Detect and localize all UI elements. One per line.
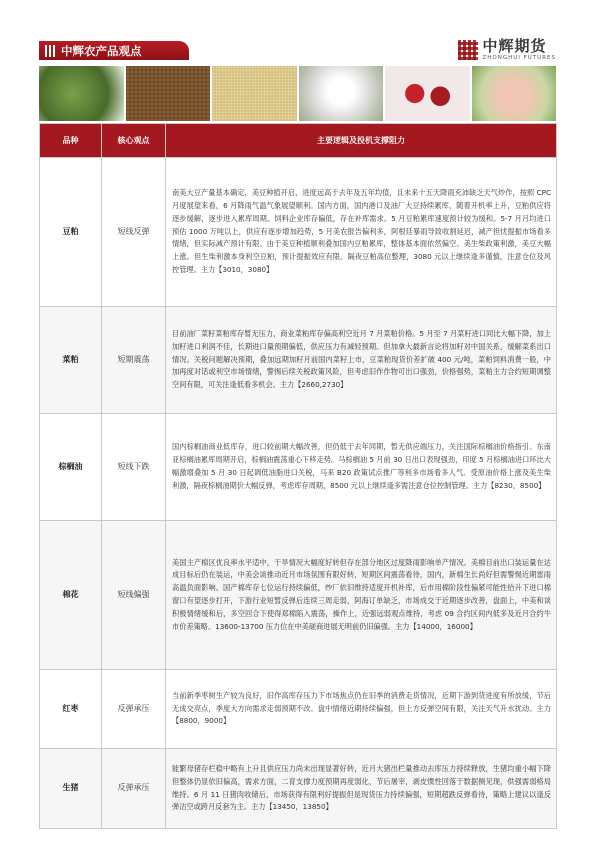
rapeseed-meal-photo [212,66,297,121]
logo-grid-icon [458,40,478,60]
variety-cell: 生猪 [40,749,102,829]
variety-cell: 红枣 [40,670,102,749]
logic-cell: 能繁母猪存栏稳中略有上升且供应压力尚未出现显著好转，近月大猪出栏量推动去库压力持续释放，生猪均重小幅下降但整体仍显依旧偏高，需求方面，二育支撑力度预期再度弱化，节后屠宰，剥皮惯性回落于数据侧见现，供强需弱格局维持。6 月 11 日猪肉收储后，市场获得有限利好提振但是现货压力持续偏强，短期超跌反弹看待，策略上建议以逢反弹沽空或跨月反套为主。主力【13450，13850】 [166,749,557,829]
header-core-view: 核心观点 [102,124,166,158]
logic-cell: 南美大豆产量基本确定，美豆种植开启，进度远高于去年及五年均值，且未来十五天降雨充沛缺乏天气炒作，按照 CPC 月度展望来看，6 月降雨气温气象展望顺利。国内方面，国内港口及油厂大豆持续累库，随着开机率上升，豆粕供应将逐步缓解，逐步进入累库周期。饲料企业库存偏低，存在补库需求。5 月豆粕累库速度预计较为缓和。5-7 月月均进口预估 1000 万吨以上，供应有逐步增加趋势，5 月美农报告偏利多，阿根廷暴雨导致收割延迟，减产担忧提振市场看多情绪，但实际减产预计有限。由于美豆种植顺利叠加国内豆粕累库，整体基本面依然偏空。美生柴政策利激，美豆大幅上涨。但生柴利激本身利空豆粕，预计提振效应有限。隔夜豆粕高位整理，3080 元以上继续逢多谨慎，注意仓位及风控管理。主力【3010，3080】 [166,158,557,307]
variety-cell: 豆粕 [40,158,102,307]
logic-cell: 目前油厂菜籽菜粕库存暂无压力，商业菜粕库存偏高利空近月 7 月菜粕价格。5 月至 7 月菜籽进口同比大幅下降，加上加籽进口利润不佳，长期进口量预期偏低，供应压力有减轻预期。但加拿大最新言论将加籽对中国关系，缓解菜系出口情况。关税问题解决预期，叠加远期加籽月前国内菜籽上市，豆菜粕现货价差扩破 400 元/吨，菜粕饲料消费一般，中加再度对话或利空市场情绪，警惕后续关税政策风险，但考虑旧作作物可出口强劲，价格强势，菜粕主力合约短期调整空间有限，可关注逢低看多机会。主力【2660,2730】 [166,307,557,414]
logic-cell: 美国主产棉区优良率水平适中，干旱情况大幅度好转但存在部分地区过度降雨影响单产情况。美棉目前出口装运量在达成目标后仍在装运，中美会谈推动近月市场氛围有限好转，短期区间震荡看待，国内，新棉生长尚好但需警惕近期雷雨高温负面影响。国产棉库存七位运行持续偏低，纱厂依旧维持适度开机补库，后市用棉阶段性偏紧可能性拾升下进口棉窗口有望逐步打开，下游行业短暂反弹后连续三周走弱，阿海订单缺乏，市场成交于近期逐步改善，盘面上，中美和谈积极情绪缓和后，多空回合下使得郑棉陷入震荡，操作上，近强远弱观点维持，考虑 09 合约区间内低多及近月合约牛市价差策略。13600-13700 压力位在中美磋商进展无明前仍旧偏强。主力【14000，16000】 [166,521,557,670]
view-cell: 反弹承压 [102,670,166,749]
view-cell: 短线偏强 [102,521,166,670]
red-dates-photo [385,66,470,121]
section-title-box [39,41,189,60]
logic-cell: 国内棕榈油商业低库存，进口较前期大幅改善，但仍低于去年同期，暂无供应端压力，关注国际棕榈油价格指引。东南亚棕榈油累库周期开启，棕榈油震荡重心下移走势。马棕榈油 5 月前 30 日出口表现强劲，印度 5 月棕榈油进口环比大幅激增叠加 5 月 30 日起调低油脂进口关税，马来 B20 政策试点推广等利多市场看多人气。受原油价格上涨及美生柴利激，隔夜棕榈油期价大幅反弹，考虑库存周期，8500 元以上继续逢多需注意仓位控制管理。主力【8230，8500】 [166,414,557,521]
view-cell: 反弹承压 [102,749,166,829]
table-row-soybean-meal [40,158,557,307]
commodity-photo-strip [39,66,556,121]
soybean-meal-photo [126,66,211,121]
table-row-palm-oil [40,414,557,521]
soybean-field-photo [39,66,124,121]
table-header-row [40,124,557,158]
brand-name: 中辉期货 [482,37,547,55]
table-row-cotton [40,521,557,670]
section-title: 中辉农产品观点 [61,43,142,58]
table-row-rapeseed-meal [40,307,557,414]
brand-logo [458,38,556,61]
barcode-icon [45,45,57,57]
brand-name-en: ZHONGHUI FUTURES [482,55,556,61]
variety-cell: 棕榈油 [40,414,102,521]
header-logic: 主要逻辑及投机支撑阻力 [166,124,557,158]
variety-cell: 菜粕 [40,307,102,414]
view-cell: 短线反弹 [102,158,166,307]
cotton-photo [299,66,384,121]
page-header [39,38,556,64]
table-row-live-hog [40,749,557,829]
table-row-red-dates [40,670,557,749]
header-variety: 品种 [40,124,102,158]
pig-photo [472,66,557,121]
view-cell: 短线下跌 [102,414,166,521]
variety-cell: 棉花 [40,521,102,670]
logic-cell: 当前新季枣树生产较为良好，旧作高库存压力下市场焦点仍在旧季的消费走货情况，近期下游到货进度有所放缓，节后无成交亮点，季度大方向需求走弱预期不改。盘中情绪近期持续偏强，但上方反弹空间有限，关注天气升水扰动。主力【8800，9000】 [166,670,557,749]
view-cell: 短期震荡 [102,307,166,414]
viewpoint-table [39,123,557,829]
